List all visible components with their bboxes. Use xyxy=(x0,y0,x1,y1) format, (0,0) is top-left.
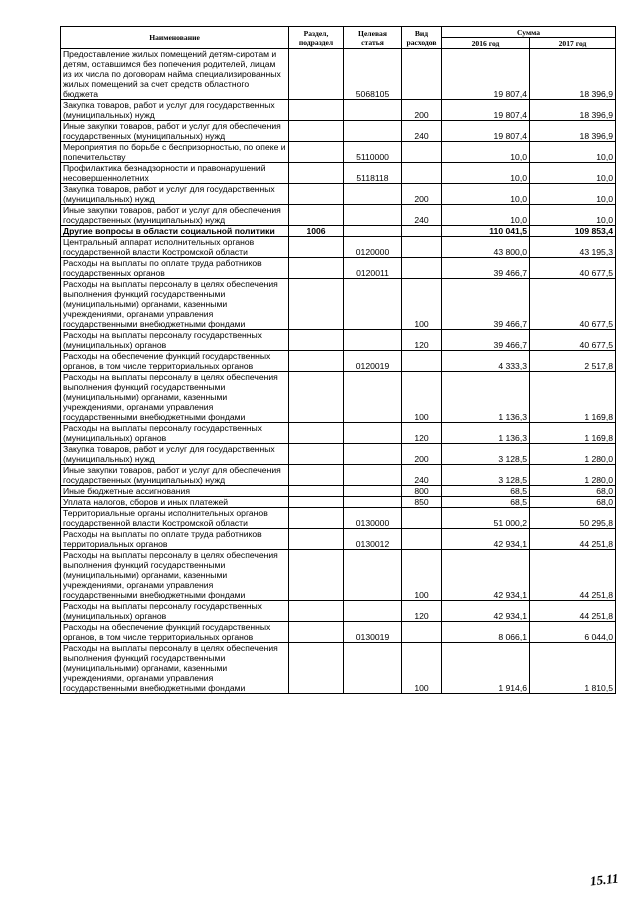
row-amount-2016: 19 807,4 xyxy=(442,49,530,100)
row-name: Закупка товаров, работ и услуг для государственных (муниципальных) нужд xyxy=(61,184,289,205)
row-target xyxy=(344,121,402,142)
table-row xyxy=(61,465,616,486)
table-row xyxy=(61,351,616,372)
row-target: 5118118 xyxy=(344,163,402,184)
row-amount-2017: 44 251,8 xyxy=(530,529,616,550)
row-section xyxy=(289,258,344,279)
row-target xyxy=(344,486,402,497)
row-name: Расходы на обеспечение функций государственных органов, в том числе территориальных органов xyxy=(61,351,289,372)
row-type: 240 xyxy=(402,465,442,486)
row-amount-2017: 18 396,9 xyxy=(530,100,616,121)
row-type: 200 xyxy=(402,100,442,121)
row-type xyxy=(402,351,442,372)
row-amount-2017: 68,0 xyxy=(530,497,616,508)
row-amount-2017: 40 677,5 xyxy=(530,258,616,279)
row-type xyxy=(402,529,442,550)
row-amount-2016: 4 333,3 xyxy=(442,351,530,372)
row-target xyxy=(344,100,402,121)
row-target xyxy=(344,184,402,205)
table-row xyxy=(61,601,616,622)
row-section xyxy=(289,49,344,100)
row-target xyxy=(344,372,402,423)
row-target xyxy=(344,444,402,465)
row-amount-2016: 1 136,3 xyxy=(442,423,530,444)
table-row xyxy=(61,497,616,508)
row-amount-2016: 42 934,1 xyxy=(442,529,530,550)
row-amount-2016: 19 807,4 xyxy=(442,121,530,142)
row-section xyxy=(289,237,344,258)
table-row xyxy=(61,258,616,279)
row-name: Расходы на выплаты по оплате труда работников территориальных органов xyxy=(61,529,289,550)
row-amount-2016: 43 800,0 xyxy=(442,237,530,258)
row-type: 240 xyxy=(402,205,442,226)
row-type: 100 xyxy=(402,643,442,694)
row-amount-2017: 10,0 xyxy=(530,163,616,184)
row-amount-2017: 1 280,0 xyxy=(530,465,616,486)
row-target xyxy=(344,330,402,351)
row-section xyxy=(289,121,344,142)
row-amount-2016: 1 914,6 xyxy=(442,643,530,694)
row-amount-2016: 19 807,4 xyxy=(442,100,530,121)
table-row xyxy=(61,622,616,643)
row-type: 800 xyxy=(402,486,442,497)
row-amount-2017: 1 169,8 xyxy=(530,423,616,444)
row-amount-2016: 8 066,1 xyxy=(442,622,530,643)
row-amount-2016: 68,5 xyxy=(442,486,530,497)
row-type: 120 xyxy=(402,423,442,444)
row-amount-2016: 39 466,7 xyxy=(442,258,530,279)
row-target: 5110000 xyxy=(344,142,402,163)
row-amount-2016: 39 466,7 xyxy=(442,279,530,330)
table-row xyxy=(61,226,616,237)
header-type: Вид расходов xyxy=(402,27,442,49)
row-type: 100 xyxy=(402,550,442,601)
table-row xyxy=(61,372,616,423)
table-row xyxy=(61,184,616,205)
row-amount-2017: 1 810,5 xyxy=(530,643,616,694)
row-type xyxy=(402,258,442,279)
row-name: Предоставление жилых помещений детям-сиротам и детям, оставшимся без попечения родителей, лицам из их числа по договорам найма специализированных жилых помещений за счет средств областного бюджета xyxy=(61,49,289,100)
row-target xyxy=(344,643,402,694)
row-name: Мероприятия по борьбе с беспризорностью, по опеке и попечительству xyxy=(61,142,289,163)
row-name: Иные бюджетные ассигнования xyxy=(61,486,289,497)
row-name: Расходы на выплаты персоналу в целях обеспечения выполнения функций государственными (муниципальными) органами, казенными учреждениями, органами управления государственными внебюджетными фондами xyxy=(61,643,289,694)
table-row xyxy=(61,49,616,100)
row-name: Расходы на выплаты персоналу в целях обеспечения выполнения функций государственными (муниципальными) органами, казенными учреждениями, органами управления государственными внебюджетными фондами xyxy=(61,550,289,601)
row-type: 120 xyxy=(402,330,442,351)
row-section xyxy=(289,486,344,497)
row-section xyxy=(289,372,344,423)
row-section xyxy=(289,508,344,529)
row-section xyxy=(289,279,344,330)
row-name: Расходы на обеспечение функций государственных органов, в том числе территориальных органов xyxy=(61,622,289,643)
row-section xyxy=(289,444,344,465)
row-amount-2016: 42 934,1 xyxy=(442,601,530,622)
page-number-mark: 15.11 xyxy=(589,870,620,889)
row-target xyxy=(344,423,402,444)
row-type: 100 xyxy=(402,279,442,330)
row-target: 5068105 xyxy=(344,49,402,100)
row-section xyxy=(289,205,344,226)
row-target xyxy=(344,550,402,601)
header-sum: Сумма xyxy=(442,27,616,38)
row-amount-2017: 2 517,8 xyxy=(530,351,616,372)
row-amount-2017: 18 396,9 xyxy=(530,121,616,142)
table-row xyxy=(61,444,616,465)
row-name: Закупка товаров, работ и услуг для государственных (муниципальных) нужд xyxy=(61,444,289,465)
header-section: Раздел, подраздел xyxy=(289,27,344,49)
row-amount-2016: 42 934,1 xyxy=(442,550,530,601)
table-body xyxy=(61,49,616,694)
row-name: Расходы на выплаты персоналу государственных (муниципальных) органов xyxy=(61,330,289,351)
row-amount-2017: 10,0 xyxy=(530,184,616,205)
row-amount-2016: 10,0 xyxy=(442,142,530,163)
row-amount-2017: 43 195,3 xyxy=(530,237,616,258)
row-section xyxy=(289,465,344,486)
row-type: 200 xyxy=(402,444,442,465)
table-row xyxy=(61,279,616,330)
row-type xyxy=(402,163,442,184)
row-target xyxy=(344,205,402,226)
row-amount-2017: 18 396,9 xyxy=(530,49,616,100)
table-row xyxy=(61,142,616,163)
table-row xyxy=(61,550,616,601)
header-target: Целевая статья xyxy=(344,27,402,49)
table-row xyxy=(61,508,616,529)
row-type xyxy=(402,622,442,643)
table-row xyxy=(61,121,616,142)
row-section xyxy=(289,184,344,205)
row-type: 120 xyxy=(402,601,442,622)
row-section xyxy=(289,423,344,444)
row-amount-2017: 1 280,0 xyxy=(530,444,616,465)
row-target: 0130000 xyxy=(344,508,402,529)
row-name: Расходы на выплаты персоналу в целях обеспечения выполнения функций государственными (муниципальными) органами, казенными учреждениями, органами управления государственными внебюджетными фондами xyxy=(61,372,289,423)
row-type xyxy=(402,142,442,163)
header-year-2017: 2017 год xyxy=(530,38,616,49)
table-row xyxy=(61,205,616,226)
row-section xyxy=(289,330,344,351)
row-target xyxy=(344,465,402,486)
table-row xyxy=(61,423,616,444)
row-name: Территориальные органы исполнительных органов государственной власти Костромской области xyxy=(61,508,289,529)
header-year-2016: 2016 год xyxy=(442,38,530,49)
row-amount-2017: 50 295,8 xyxy=(530,508,616,529)
row-section xyxy=(289,142,344,163)
row-section xyxy=(289,643,344,694)
row-type: 200 xyxy=(402,184,442,205)
row-amount-2017: 44 251,8 xyxy=(530,550,616,601)
row-target xyxy=(344,279,402,330)
row-amount-2016: 39 466,7 xyxy=(442,330,530,351)
row-name: Иные закупки товаров, работ и услуг для обеспечения государственных (муниципальных) нужд xyxy=(61,121,289,142)
row-name: Расходы на выплаты персоналу в целях обеспечения выполнения функций государственными (муниципальными) органами, казенными учреждениями, органами управления государственными внебюджетными фондами xyxy=(61,279,289,330)
row-amount-2016: 10,0 xyxy=(442,184,530,205)
header-name: Наименование xyxy=(61,27,289,49)
budget-table xyxy=(60,26,616,694)
row-name: Расходы на выплаты по оплате труда работников государственных органов xyxy=(61,258,289,279)
row-section xyxy=(289,497,344,508)
row-amount-2017: 40 677,5 xyxy=(530,330,616,351)
row-section: 1006 xyxy=(289,226,344,237)
row-section xyxy=(289,622,344,643)
row-type xyxy=(402,237,442,258)
row-section xyxy=(289,550,344,601)
row-amount-2016: 3 128,5 xyxy=(442,444,530,465)
row-amount-2017: 68,0 xyxy=(530,486,616,497)
row-name: Расходы на выплаты персоналу государственных (муниципальных) органов xyxy=(61,423,289,444)
row-name: Другие вопросы в области социальной политики xyxy=(61,226,289,237)
row-section xyxy=(289,351,344,372)
row-amount-2016: 10,0 xyxy=(442,205,530,226)
row-target xyxy=(344,601,402,622)
row-target xyxy=(344,226,402,237)
row-type: 850 xyxy=(402,497,442,508)
row-name: Профилактика безнадзорности и правонарушений несовершеннолетних xyxy=(61,163,289,184)
row-amount-2016: 51 000,2 xyxy=(442,508,530,529)
row-amount-2017: 10,0 xyxy=(530,142,616,163)
table-row xyxy=(61,100,616,121)
row-name: Уплата налогов, сборов и иных платежей xyxy=(61,497,289,508)
row-amount-2016: 110 041,5 xyxy=(442,226,530,237)
row-amount-2016: 3 128,5 xyxy=(442,465,530,486)
row-name: Центральный аппарат исполнительных органов государственной власти Костромской области xyxy=(61,237,289,258)
row-target xyxy=(344,497,402,508)
row-type: 240 xyxy=(402,121,442,142)
row-type: 100 xyxy=(402,372,442,423)
row-amount-2017: 1 169,8 xyxy=(530,372,616,423)
row-section xyxy=(289,601,344,622)
row-section xyxy=(289,529,344,550)
table-row xyxy=(61,486,616,497)
row-section xyxy=(289,100,344,121)
row-amount-2016: 10,0 xyxy=(442,163,530,184)
row-amount-2017: 6 044,0 xyxy=(530,622,616,643)
row-amount-2016: 1 136,3 xyxy=(442,372,530,423)
row-amount-2017: 10,0 xyxy=(530,205,616,226)
row-amount-2017: 109 853,4 xyxy=(530,226,616,237)
row-target: 0120019 xyxy=(344,351,402,372)
table-row xyxy=(61,529,616,550)
row-name: Иные закупки товаров, работ и услуг для обеспечения государственных (муниципальных) нужд xyxy=(61,205,289,226)
row-name: Закупка товаров, работ и услуг для государственных (муниципальных) нужд xyxy=(61,100,289,121)
row-amount-2017: 40 677,5 xyxy=(530,279,616,330)
table-row xyxy=(61,330,616,351)
row-section xyxy=(289,163,344,184)
table-row xyxy=(61,643,616,694)
row-target: 0120000 xyxy=(344,237,402,258)
row-name: Расходы на выплаты персоналу государственных (муниципальных) органов xyxy=(61,601,289,622)
row-type xyxy=(402,49,442,100)
row-amount-2016: 68,5 xyxy=(442,497,530,508)
row-target: 0130019 xyxy=(344,622,402,643)
row-name: Иные закупки товаров, работ и услуг для обеспечения государственных (муниципальных) нужд xyxy=(61,465,289,486)
row-type xyxy=(402,508,442,529)
row-amount-2017: 44 251,8 xyxy=(530,601,616,622)
row-type xyxy=(402,226,442,237)
table-row xyxy=(61,163,616,184)
row-target: 0130012 xyxy=(344,529,402,550)
row-target: 0120011 xyxy=(344,258,402,279)
table-row xyxy=(61,237,616,258)
